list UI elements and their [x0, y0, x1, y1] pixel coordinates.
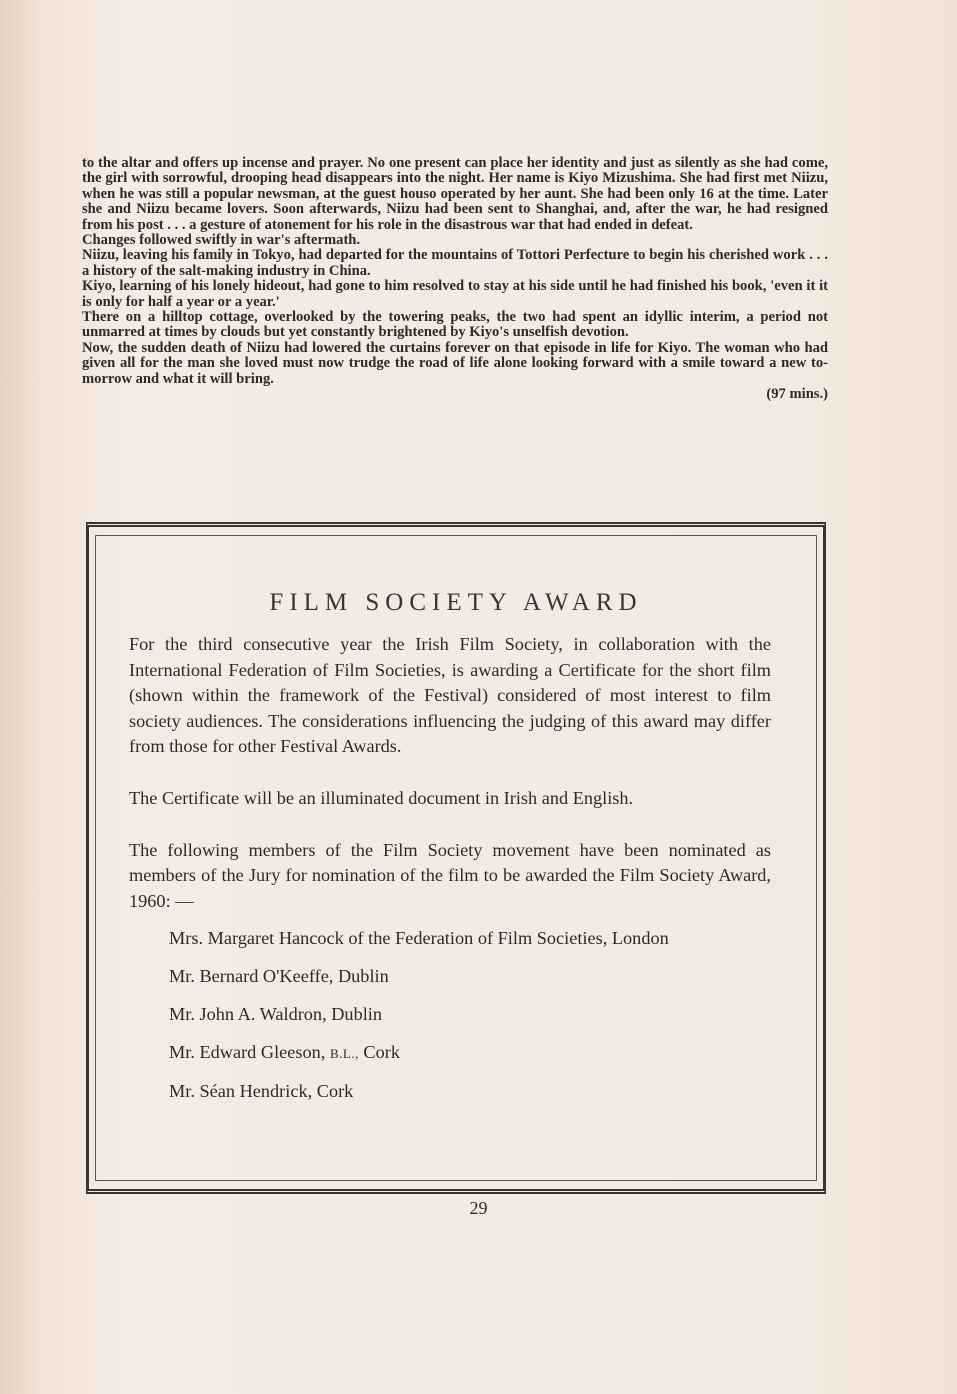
jury-member: [169, 1002, 771, 1028]
jury-member: [169, 926, 771, 952]
film-synopsis: [82, 156, 828, 403]
award-paragraph: The Certificate will be an illuminated document in Irish and English.: [129, 787, 634, 808]
jury-member: [169, 964, 771, 990]
jury-member-name: Mr. Edward Gleeson,: [169, 1042, 326, 1063]
synopsis-paragraph: Now, the sudden death of Niizu had lowered the curtains forever on that episode in life for Kiyo. The woman who had given all for the man she loved must now trudge the road of life alone looking forward with a smile toward a new to-morrow and what it will bring.: [82, 339, 828, 387]
jury-member-qualification: B.L.,: [329, 1046, 359, 1062]
jury-list: [169, 926, 771, 1105]
jury-member-name: Mr. Bernard O'Keeffe,: [169, 966, 334, 987]
jury-member-name: Mrs. Margaret Hancock of the Federation of Film Societies, London: [169, 928, 669, 949]
synopsis-paragraph: There on a hilltop cottage, overlooked by the towering peaks, the two had spent an idyllic interim, a period not unmarred at times by clouds but yet constantly brightened by Kiyo's unselfish devotion.: [82, 309, 828, 341]
jury-member-place: Dublin: [337, 966, 389, 987]
jury-member-place: Cork: [363, 1042, 400, 1063]
award-body: [129, 632, 771, 1117]
jury-member: [169, 1079, 771, 1105]
synopsis-paragraph: to the altar and offers up incense and prayer. No one present can place her identity and just as silently as she had come, the girl with sorrowful, drooping head disappears into the night. Her name is Kiyo Mizushima. She had first met Niizu, when he was still a popular newsman, at the guest houso operated by her aunt. She had been only 16 at the time. Later she and Niizu became lovers. Soon afterwards, Niizu had been sent to Shanghai, and, after the war, he had resigned from his post . . . a gesture of atonement for his role in the disastrous war that had ended in defeat.: [82, 155, 828, 233]
film-runtime: (97 mins.): [766, 386, 828, 403]
award-paragraph: For the third consecutive year the Irish Film Society, in collaboration with the International Federation of Film Societies, is awarding a Certificate for the short film (shown within the framework of the Festival) considered of most interest to film society audiences. The considerations influencing the judging of this award may differ from those for other Festival Awards.: [129, 634, 771, 757]
page-number: 29: [469, 1198, 488, 1218]
jury-member-name: Mr. Séan Hendrick,: [169, 1081, 313, 1102]
synopsis-paragraph: Niizu, leaving his family in Tokyo, had departed for the mountains of Tottori Perfecture to begin his cherished work . . . a history of the salt-making industry in China.: [82, 247, 828, 279]
synopsis-paragraph: Changes followed swiftly in war's aftermath.: [82, 232, 361, 249]
jury-member: [169, 1040, 771, 1067]
film-society-award-box: [86, 522, 826, 1194]
award-paragraph: The following members of the Film Society movement have been nominated as members of the Jury for nomination of the film to be awarded the Film Society Award, 1960: —: [129, 839, 771, 911]
award-title: FILM SOCIETY AWARD: [269, 589, 643, 616]
synopsis-paragraph: Kiyo, learning of his lonely hideout, had gone to him resolved to stay at his side until he had finished his book, 'even it it is only for half a year or a year.': [82, 278, 828, 310]
jury-member-place: Cork: [316, 1081, 354, 1102]
jury-member-place: Dublin: [331, 1004, 383, 1025]
jury-member-name: Mr. John A. Waldron,: [169, 1004, 327, 1025]
